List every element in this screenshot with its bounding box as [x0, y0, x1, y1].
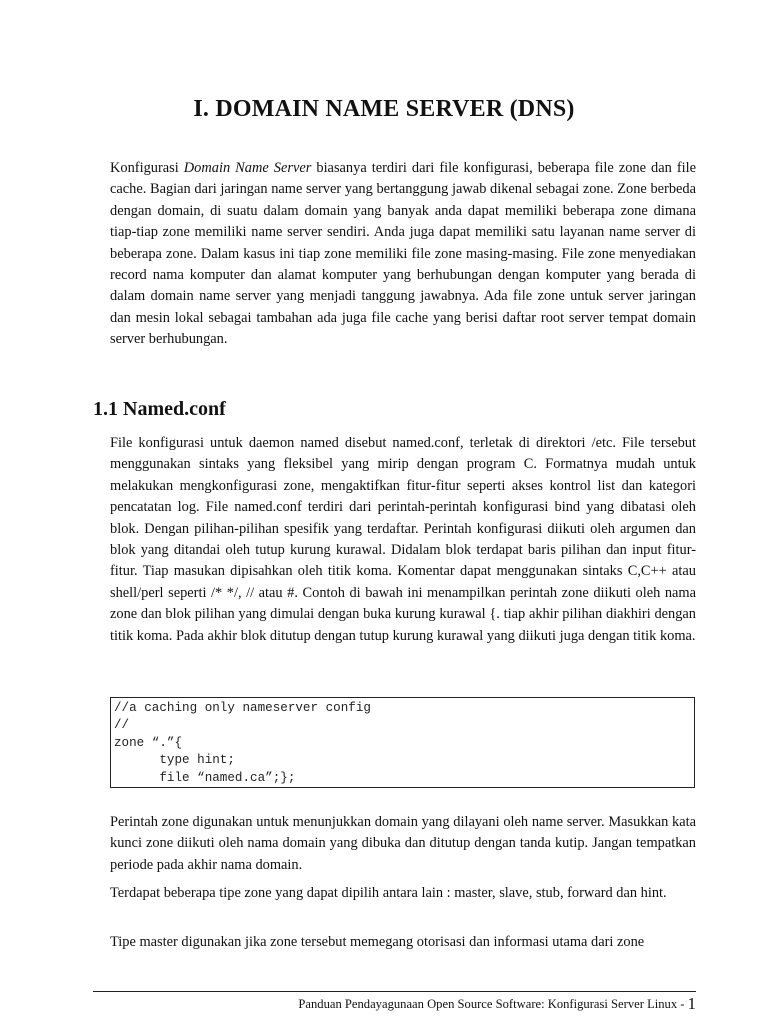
intro-paragraph: [110, 158, 696, 351]
footer-divider: [93, 991, 696, 992]
intro-prefix: Konfigurasi: [110, 160, 184, 176]
body-paragraph-master: Tipe master digunakan jika zone tersebut memegang otorisasi dan informasi utama dari zone: [110, 934, 645, 950]
body-paragraph-zone-types: Terdapat beberapa tipe zone yang dapat dipilih antara lain : master, slave, stub, forward dan hint.: [110, 885, 667, 901]
body-paragraph-zone: Perintah zone digunakan untuk menunjukkan domain yang dilayani oleh name server. Masukkan kata kunci zone diikuti oleh nama domain yang dibuka dan ditutup dengan tanda kutip. Jangan tempatkan periode pada akhir nama domain.: [110, 814, 696, 873]
code-block: [110, 697, 695, 788]
code-line: zone “.”{: [114, 735, 183, 750]
footer-text: Panduan Pendayagunaan Open Source Software: Konfigurasi Server Linux -: [298, 997, 685, 1011]
intro-emphasis: Domain Name Server: [183, 160, 312, 176]
code-line: //a caching only nameserver config: [114, 701, 371, 715]
page-number: 1: [687, 994, 696, 1013]
section-title: 1.1 Named.conf: [93, 398, 226, 420]
code-line: file “named.ca”;};: [114, 770, 296, 785]
page-footer: [298, 994, 696, 1014]
code-line: type hint;: [114, 753, 235, 768]
chapter-title: I. DOMAIN NAME SERVER (DNS): [193, 96, 575, 122]
intro-rest: biasanya terdiri dari file konfigurasi, beberapa file zone dan file cache. Bagian dari jaringan name server yang bertanggung jawab dikenal sebagai zone. Zone berbeda dengan domain, di suatu dalam domain yang banyak anda dapat memiliki beberapa zone dimana tiap-tiap zone memiliki name server sendiri. Anda juga dapat memiliki satu layanan name server di beberapa zone. Dalam kasus ini tiap zone memiliki file zone masing-masing. File zone menyediakan record nama komputer dan alamat komputer yang berhubungan dengan komputer yang berada di dalam domain name server yang menjadi tanggung jawabnya. Ada file zone untuk server jaringan dan mesin lokal sebagai tambahan ada juga file cache yang berisi daftar root server tempat domain server berhubungan.: [110, 160, 697, 348]
code-line: //: [114, 718, 130, 733]
section-paragraph: File konfigurasi untuk daemon named disebut named.conf, terletak di direktori /etc. File tersebut menggunakan sintaks yang fleksibel yang mirip dengan program C. Formatnya mudah untuk melakukan mengkonfigurasi zone, mengaktifkan fitur-fitur seperti akses kontrol list dan kategori pencatatan log. File named.conf terdiri dari perintah-perintah konfigurasi bind yang dibatasi oleh blok. Dengan pilihan-pilihan spesifik yang terdaftar. Perintah konfigurasi diikuti oleh argumen dan blok yang ditandai oleh tutup kurung kurawal. Didalam blok terdapat baris pilihan dan input fitur-fitur. Tiap masukan dipisahkan oleh titik koma. Komentar dapat menggunakan sintaks C,C++ atau shell/perl seperti /* */, // atau #. Contoh di bawah ini menampilkan perintah zone diikuti oleh nama zone dan blok pilihan yang dimulai dengan buka kurung kurawal {. tiap akhir pilihan diakhiri dengan titik koma. Pada akhir blok ditutup dengan tutup kurung kurawal yang diikuti juga dengan titik koma.: [110, 435, 696, 644]
